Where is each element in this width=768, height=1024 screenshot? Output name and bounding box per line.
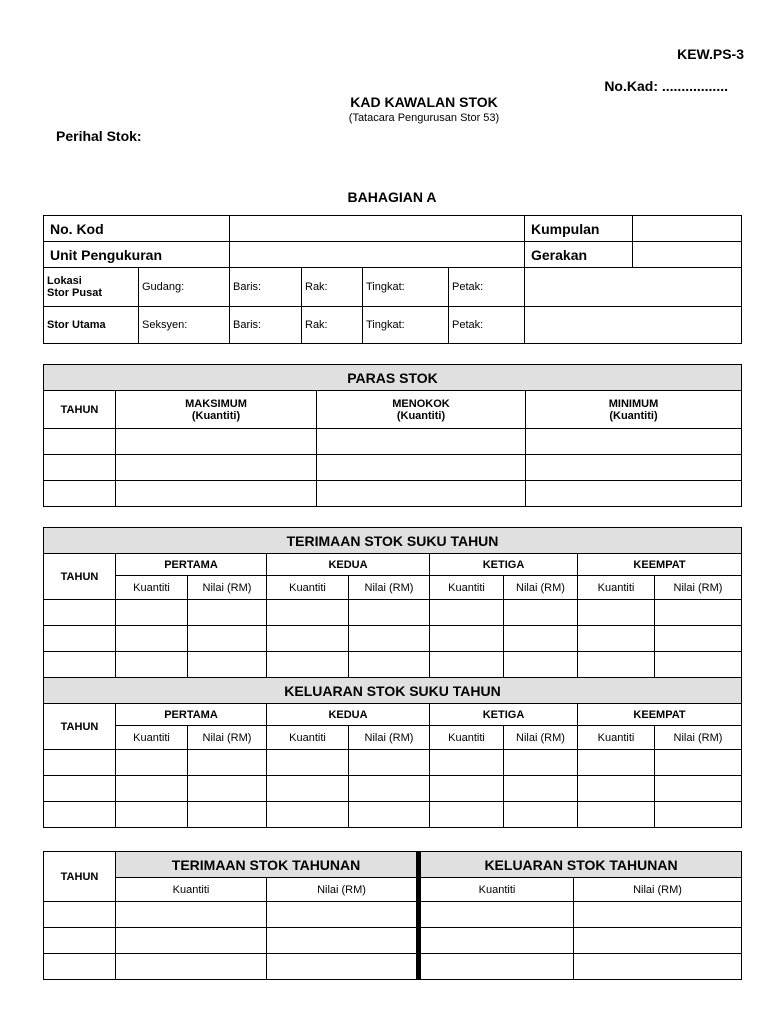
cell[interactable] bbox=[430, 626, 504, 652]
form-code: KEW.PS-3 bbox=[677, 46, 744, 62]
cell[interactable] bbox=[504, 750, 578, 776]
ketiga-header: KETIGA bbox=[430, 554, 578, 576]
cell[interactable] bbox=[267, 626, 349, 652]
petak-field[interactable]: Petak: bbox=[449, 307, 525, 344]
cell[interactable] bbox=[267, 750, 349, 776]
cell[interactable] bbox=[504, 802, 578, 828]
cell[interactable] bbox=[116, 954, 267, 980]
cell[interactable] bbox=[267, 928, 419, 954]
cell[interactable] bbox=[578, 776, 655, 802]
cell[interactable] bbox=[44, 776, 116, 802]
cell[interactable] bbox=[116, 429, 317, 455]
cell[interactable] bbox=[526, 429, 742, 455]
ketiga-header: KETIGA bbox=[430, 704, 578, 726]
cell[interactable] bbox=[188, 626, 267, 652]
gerakan-field[interactable] bbox=[633, 242, 742, 268]
cell[interactable] bbox=[655, 652, 742, 678]
cell[interactable] bbox=[526, 481, 742, 507]
cell[interactable] bbox=[116, 626, 188, 652]
kuantiti-header: Kuantiti bbox=[430, 726, 504, 750]
minimum-header: MINIMUM (Kuantiti) bbox=[526, 391, 742, 429]
keluaran-suku-title: KELUARAN STOK SUKU TAHUN bbox=[44, 678, 742, 704]
cell[interactable] bbox=[419, 928, 574, 954]
maksimum-header: MAKSIMUM (Kuantiti) bbox=[116, 391, 317, 429]
cell[interactable] bbox=[349, 626, 430, 652]
cell[interactable] bbox=[526, 455, 742, 481]
card-number-label: No.Kad: ................. bbox=[604, 78, 728, 94]
cell[interactable] bbox=[44, 652, 116, 678]
kuantiti-header: Kuantiti bbox=[116, 726, 188, 750]
cell[interactable] bbox=[44, 928, 116, 954]
cell[interactable] bbox=[116, 776, 188, 802]
cell[interactable] bbox=[44, 626, 116, 652]
tahun-header: TAHUN bbox=[44, 704, 116, 750]
cell[interactable] bbox=[188, 802, 267, 828]
cell[interactable] bbox=[574, 928, 742, 954]
nilai-header: Nilai (RM) bbox=[267, 878, 419, 902]
table-row bbox=[44, 626, 742, 652]
cell[interactable] bbox=[574, 902, 742, 928]
cell[interactable] bbox=[430, 776, 504, 802]
nilai-header: Nilai (RM) bbox=[504, 576, 578, 600]
seksyen-field[interactable]: Seksyen: bbox=[139, 307, 230, 344]
cell[interactable] bbox=[655, 750, 742, 776]
table-row bbox=[44, 750, 742, 776]
table-row bbox=[44, 481, 742, 507]
kuantiti-header: Kuantiti bbox=[116, 878, 267, 902]
table-row bbox=[44, 954, 742, 980]
cell[interactable] bbox=[578, 652, 655, 678]
cell[interactable] bbox=[188, 750, 267, 776]
cell[interactable] bbox=[578, 626, 655, 652]
cell[interactable] bbox=[578, 750, 655, 776]
cell[interactable] bbox=[574, 954, 742, 980]
cell[interactable] bbox=[44, 455, 116, 481]
nilai-header: Nilai (RM) bbox=[655, 576, 742, 600]
kedua-header: KEDUA bbox=[267, 704, 430, 726]
cell[interactable] bbox=[349, 802, 430, 828]
unit-field[interactable] bbox=[230, 242, 525, 268]
gerakan-label: Gerakan bbox=[525, 242, 633, 268]
cell[interactable] bbox=[317, 481, 526, 507]
cell[interactable] bbox=[116, 902, 267, 928]
kumpulan-label: Kumpulan bbox=[525, 216, 633, 242]
tahun-header: TAHUN bbox=[44, 554, 116, 600]
no-kod-label: No. Kod bbox=[44, 216, 230, 242]
annual-stock-table bbox=[43, 851, 742, 980]
nilai-header: Nilai (RM) bbox=[574, 878, 742, 902]
cell[interactable] bbox=[267, 652, 349, 678]
table-row bbox=[44, 455, 742, 481]
cell[interactable] bbox=[267, 954, 419, 980]
unit-label: Unit Pengukuran bbox=[44, 242, 230, 268]
cell[interactable] bbox=[116, 928, 267, 954]
cell[interactable] bbox=[267, 776, 349, 802]
cell[interactable] bbox=[267, 600, 349, 626]
table-row bbox=[44, 802, 742, 828]
kuantiti-header: Kuantiti bbox=[578, 576, 655, 600]
cell[interactable] bbox=[116, 750, 188, 776]
cell[interactable] bbox=[44, 802, 116, 828]
cell[interactable] bbox=[504, 626, 578, 652]
cell[interactable] bbox=[44, 954, 116, 980]
cell[interactable] bbox=[655, 626, 742, 652]
lokasi-stor-pusat-label: Lokasi Stor Pusat bbox=[44, 268, 139, 307]
cell[interactable] bbox=[430, 802, 504, 828]
cell[interactable] bbox=[44, 902, 116, 928]
quarterly-stock-table bbox=[43, 527, 742, 828]
cell[interactable] bbox=[655, 802, 742, 828]
cell[interactable] bbox=[44, 750, 116, 776]
rak-field[interactable]: Rak: bbox=[302, 307, 363, 344]
table-row bbox=[44, 928, 742, 954]
cell[interactable] bbox=[504, 776, 578, 802]
cell[interactable] bbox=[504, 600, 578, 626]
paras-stok-title: PARAS STOK bbox=[44, 365, 742, 391]
cell[interactable] bbox=[504, 652, 578, 678]
stor-utama-extra-field[interactable] bbox=[525, 307, 742, 344]
cell[interactable] bbox=[116, 600, 188, 626]
stock-description-label: Perihal Stok: bbox=[56, 128, 142, 144]
table-row bbox=[44, 600, 742, 626]
kuantiti-header: Kuantiti bbox=[578, 726, 655, 750]
cell[interactable] bbox=[116, 455, 317, 481]
cell[interactable] bbox=[188, 600, 267, 626]
cell[interactable] bbox=[349, 600, 430, 626]
table-row bbox=[44, 652, 742, 678]
cell[interactable] bbox=[44, 600, 116, 626]
pertama-header: PERTAMA bbox=[116, 704, 267, 726]
tingkat-field[interactable]: Tingkat: bbox=[363, 307, 449, 344]
nilai-header: Nilai (RM) bbox=[655, 726, 742, 750]
cell[interactable] bbox=[116, 481, 317, 507]
kuantiti-header: Kuantiti bbox=[419, 878, 574, 902]
section-a-table bbox=[43, 215, 742, 344]
nilai-header: Nilai (RM) bbox=[349, 576, 430, 600]
cell[interactable] bbox=[317, 429, 526, 455]
cell[interactable] bbox=[655, 776, 742, 802]
cell[interactable] bbox=[430, 750, 504, 776]
rak-field[interactable]: Rak: bbox=[302, 268, 363, 307]
table-row bbox=[44, 776, 742, 802]
menokok-header: MENOKOK (Kuantiti) bbox=[317, 391, 526, 429]
pertama-header: PERTAMA bbox=[116, 554, 267, 576]
cell[interactable] bbox=[44, 429, 116, 455]
table-row bbox=[44, 902, 742, 928]
cell[interactable] bbox=[317, 455, 526, 481]
cell[interactable] bbox=[267, 902, 419, 928]
kumpulan-field[interactable] bbox=[633, 216, 742, 242]
gudang-field[interactable]: Gudang: bbox=[139, 268, 230, 307]
stor-pusat-extra-field[interactable] bbox=[525, 268, 742, 307]
page-subtitle: (Tatacara Pengurusan Stor 53) bbox=[348, 112, 500, 124]
cell[interactable] bbox=[267, 802, 349, 828]
cell[interactable] bbox=[578, 802, 655, 828]
cell[interactable] bbox=[419, 902, 574, 928]
kuantiti-header: Kuantiti bbox=[267, 726, 349, 750]
stor-utama-label: Stor Utama bbox=[44, 307, 139, 344]
nilai-header: Nilai (RM) bbox=[188, 726, 267, 750]
cell[interactable] bbox=[430, 600, 504, 626]
cell[interactable] bbox=[188, 652, 267, 678]
nilai-header: Nilai (RM) bbox=[188, 576, 267, 600]
tahun-header: TAHUN bbox=[44, 391, 116, 429]
no-kod-field[interactable] bbox=[230, 216, 525, 242]
cell[interactable] bbox=[349, 776, 430, 802]
cell[interactable] bbox=[188, 776, 267, 802]
tahun-header: TAHUN bbox=[44, 852, 116, 902]
kuantiti-header: Kuantiti bbox=[430, 576, 504, 600]
paras-stok-table bbox=[43, 364, 742, 507]
cell[interactable] bbox=[44, 481, 116, 507]
kuantiti-header: Kuantiti bbox=[116, 576, 188, 600]
section-title: BAHAGIAN A bbox=[347, 189, 437, 205]
nilai-header: Nilai (RM) bbox=[504, 726, 578, 750]
cell[interactable] bbox=[655, 600, 742, 626]
cell[interactable] bbox=[349, 652, 430, 678]
keempat-header: KEEMPAT bbox=[578, 554, 742, 576]
keempat-header: KEEMPAT bbox=[578, 704, 742, 726]
kuantiti-header: Kuantiti bbox=[267, 576, 349, 600]
cell[interactable] bbox=[578, 600, 655, 626]
cell[interactable] bbox=[419, 954, 574, 980]
tingkat-field[interactable]: Tingkat: bbox=[363, 268, 449, 307]
terimaan-suku-title: TERIMAAN STOK SUKU TAHUN bbox=[44, 528, 742, 554]
cell[interactable] bbox=[116, 652, 188, 678]
page-title: KAD KAWALAN STOK bbox=[350, 94, 498, 110]
kedua-header: KEDUA bbox=[267, 554, 430, 576]
baris-field[interactable]: Baris: bbox=[230, 307, 302, 344]
cell[interactable] bbox=[116, 802, 188, 828]
terimaan-tahunan-title: TERIMAAN STOK TAHUNAN bbox=[116, 852, 419, 878]
nilai-header: Nilai (RM) bbox=[349, 726, 430, 750]
baris-field[interactable]: Baris: bbox=[230, 268, 302, 307]
cell[interactable] bbox=[349, 750, 430, 776]
cell[interactable] bbox=[430, 652, 504, 678]
petak-field[interactable]: Petak: bbox=[449, 268, 525, 307]
keluaran-tahunan-title: KELUARAN STOK TAHUNAN bbox=[419, 852, 742, 878]
table-row bbox=[44, 429, 742, 455]
